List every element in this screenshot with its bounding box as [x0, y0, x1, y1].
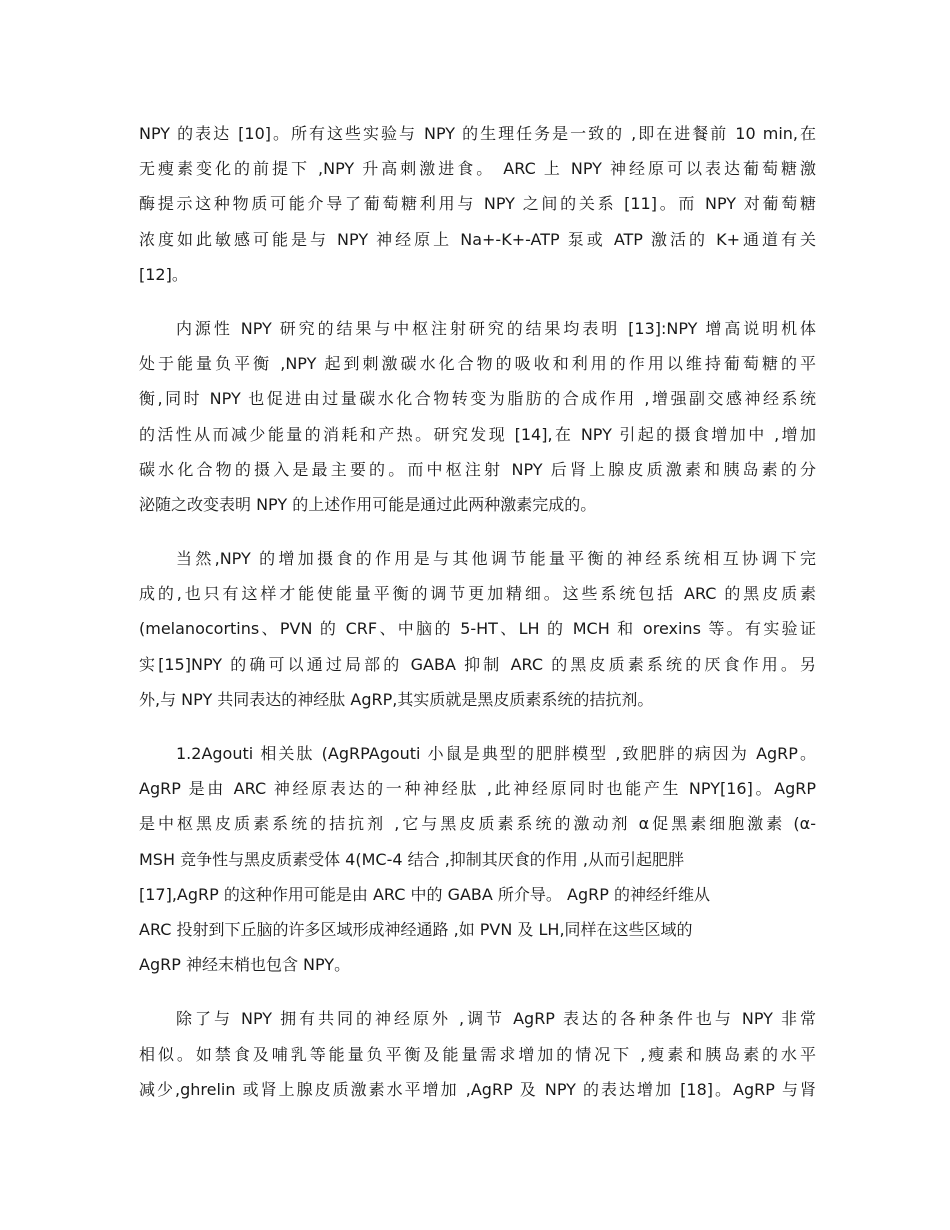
text-line: (melanocortins、PVN 的 CRF、中脑的 5-HT、LH 的 MCH 和 orexins 等。有实验证	[139, 619, 816, 639]
text-line: 衡,同时 NPY 也促进由过量碳水化合物转变为脂肪的合成作用 ,增强副交感神经系统	[139, 389, 816, 409]
text-line: 处于能量负平衡 ,NPY 起到刺激碳水化合物的吸收和利用的作用以维持葡萄糖的平	[139, 354, 816, 374]
text-line: 外,与 NPY 共同表达的神经肽 AgRP,其实质就是黑皮质素系统的拮抗剂。	[139, 689, 654, 709]
paragraph-2	[139, 311, 816, 522]
paragraph-5	[139, 1001, 816, 1107]
text-line: 除了与 NPY 拥有共同的神经原外 ,调节 AgRP 表达的各种条件也与 NPY 非常	[176, 1009, 816, 1029]
text-line: 成的,也只有这样才能使能量平衡的调节更加精细。这些系统包括 ARC 的黑皮质素	[139, 584, 816, 604]
text-line: 是中枢黑皮质素系统的拮抗剂 ,它与黑皮质素系统的激动剂 α促黑素细胞激素 (α-	[139, 814, 816, 834]
text-line: 泌随之改变表明 NPY 的上述作用可能是通过此两种激素完成的。	[139, 494, 597, 514]
text-line: 相似。如禁食及哺乳等能量负平衡及能量需求增加的情况下 ,瘦素和胰岛素的水平	[139, 1044, 816, 1064]
text-line: 无瘦素变化的前提下 ,NPY 升高刺激进食。 ARC 上 NPY 神经原可以表达葡萄糖激	[139, 159, 816, 179]
text-line: 减少,ghrelin 或肾上腺皮质激素水平增加 ,AgRP 及 NPY 的表达增加 [18]。AgRP 与肾	[139, 1079, 816, 1099]
text-line: [12]。	[139, 264, 188, 284]
text-line: AgRP 神经末梢也包含 NPY。	[139, 955, 351, 975]
text-line: 内源性 NPY 研究的结果与中枢注射研究的结果均表明 [13]:NPY 增高说明机体	[176, 318, 816, 338]
text-line: ARC 投射到下丘脑的许多区域形成神经通路 ,如 PVN 及 LH,同样在这些区域的	[139, 919, 693, 939]
text-line: 实[15]NPY 的确可以通过局部的 GABA 抑制 ARC 的黑皮质素系统的厌食作用。另	[139, 654, 816, 674]
paragraph-4	[139, 736, 816, 982]
text-line: 酶提示这种物质可能介导了葡萄糖利用与 NPY 之间的关系 [11]。而 NPY 对葡萄糖	[139, 194, 816, 214]
text-line: 浓度如此敏感可能是与 NPY 神经原上 Na+-K+-ATP 泵或 ATP 激活的 K+通道有关	[139, 229, 816, 249]
paragraph-3	[139, 541, 816, 717]
text-line: 碳水化合物的摄入是最主要的。而中枢注射 NPY 后肾上腺皮质激素和胰岛素的分	[139, 459, 816, 479]
text-line: NPY 的表达 [10]。所有这些实验与 NPY 的生理任务是一致的 ,即在进餐前 10 min,在	[139, 124, 816, 143]
text-line: 1.2Agouti 相关肽 (AgRPAgouti 小鼠是典型的肥胖模型 ,致肥胖的病因为 AgRP。	[176, 744, 816, 763]
paragraph-1	[139, 116, 816, 292]
text-line: MSH 竞争性与黑皮质素受体 4(MC-4 结合 ,抑制其厌食的作用 ,从而引起肥胖	[139, 849, 684, 869]
text-line: AgRP 是由 ARC 神经原表达的一种神经肽 ,此神经原同时也能产生 NPY[16]。AgRP	[139, 779, 816, 799]
text-line: 当然,NPY 的增加摄食的作用是与其他调节能量平衡的神经系统相互协调下完	[176, 549, 816, 569]
text-line: 的活性从而减少能量的消耗和产热。研究发现 [14],在 NPY 引起的摄食增加中 ,增加	[139, 424, 816, 444]
text-line: [17],AgRP 的这种作用可能是由 ARC 中的 GABA 所介导。 AgRP 的神经纤维从	[139, 884, 710, 904]
